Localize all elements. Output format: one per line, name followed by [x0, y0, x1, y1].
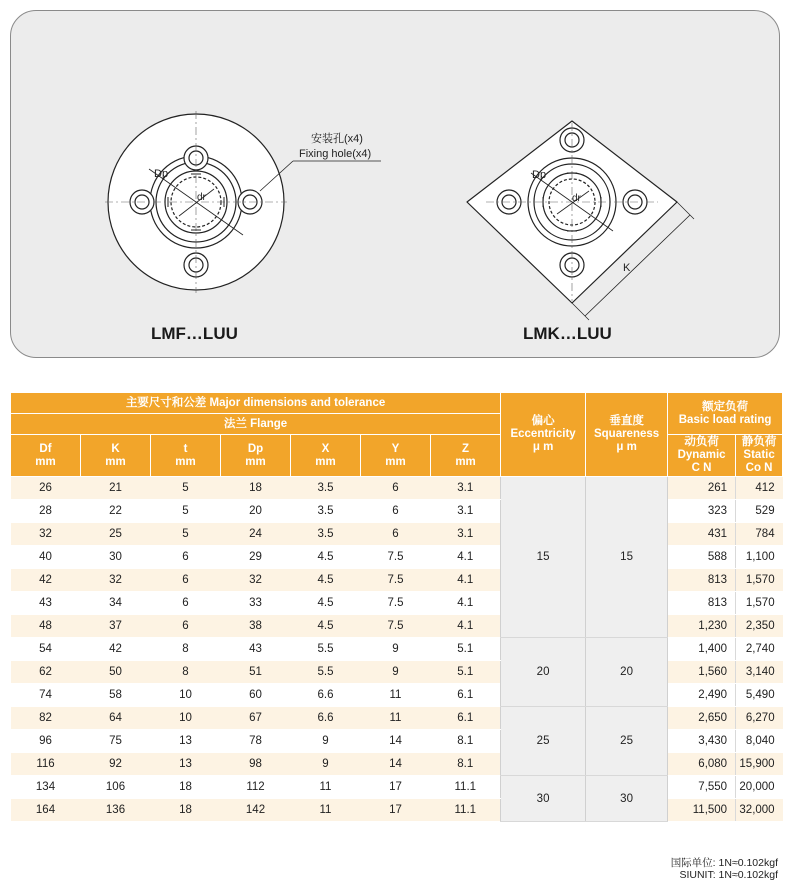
cell-dynamic: 1,230 — [668, 615, 736, 638]
cell-k: 34 — [81, 592, 151, 615]
cell-df: 62 — [11, 661, 81, 684]
cell-y: 14 — [361, 730, 431, 753]
cell-z: 5.1 — [431, 638, 501, 661]
col-k: K mm — [81, 435, 151, 477]
table-row — [11, 684, 783, 707]
cell-dynamic: 1,560 — [668, 661, 736, 684]
cell-df: 74 — [11, 684, 81, 707]
cell-dynamic: 813 — [668, 592, 736, 615]
right-model-label: LMK…LUU — [523, 324, 612, 343]
table-row — [11, 638, 783, 661]
cell-k: 106 — [81, 776, 151, 799]
cell-x: 4.5 — [291, 546, 361, 569]
cell-x: 3.5 — [291, 523, 361, 546]
cell-x: 5.5 — [291, 638, 361, 661]
technical-drawings — [11, 11, 781, 359]
cell-t: 8 — [151, 661, 221, 684]
dr-label-left: dr — [197, 192, 206, 203]
cell-dp: 98 — [221, 753, 291, 776]
table-row — [11, 753, 783, 776]
cell-x: 3.5 — [291, 477, 361, 500]
table-row — [11, 730, 783, 753]
cell-x: 9 — [291, 730, 361, 753]
dp-label-left: Dp — [154, 168, 169, 180]
cell-y: 7.5 — [361, 569, 431, 592]
cell-df: 82 — [11, 707, 81, 730]
cell-dp: 78 — [221, 730, 291, 753]
footer-unit-en: SIUNIT: 1N≈0.102kgf — [679, 869, 778, 881]
eccentricity-header: 偏心 Eccentricity μ m — [501, 393, 586, 477]
cell-df: 28 — [11, 500, 81, 523]
cell-static: 784 — [736, 523, 783, 546]
cell-x: 11 — [291, 799, 361, 822]
table-row — [11, 661, 783, 684]
cell-t: 18 — [151, 776, 221, 799]
cell-dynamic: 261 — [668, 477, 736, 500]
cell-dp: 43 — [221, 638, 291, 661]
cell-static: 412 — [736, 477, 783, 500]
cell-static: 1,570 — [736, 569, 783, 592]
cell-static: 5,490 — [736, 684, 783, 707]
cell-y: 11 — [361, 684, 431, 707]
col-x: X mm — [291, 435, 361, 477]
cell-t: 10 — [151, 684, 221, 707]
cell-t: 6 — [151, 569, 221, 592]
cell-y: 6 — [361, 477, 431, 500]
cell-static: 1,570 — [736, 592, 783, 615]
cell-z: 11.1 — [431, 776, 501, 799]
table-row — [11, 500, 783, 523]
cell-dp: 67 — [221, 707, 291, 730]
cell-static: 6,270 — [736, 707, 783, 730]
cell-squareness: 30 — [586, 776, 668, 822]
cell-x: 4.5 — [291, 615, 361, 638]
cell-z: 8.1 — [431, 753, 501, 776]
cell-k: 50 — [81, 661, 151, 684]
cell-y: 7.5 — [361, 615, 431, 638]
cell-z: 6.1 — [431, 707, 501, 730]
col-t: t mm — [151, 435, 221, 477]
cell-df: 54 — [11, 638, 81, 661]
left-model-label: LMF…LUU — [151, 324, 238, 343]
cell-eccentricity: 25 — [501, 707, 586, 776]
cell-x: 3.5 — [291, 500, 361, 523]
cell-eccentricity: 15 — [501, 477, 586, 638]
cell-t: 5 — [151, 500, 221, 523]
cell-t: 6 — [151, 546, 221, 569]
major-dimensions-header: 主要尺寸和公差 Major dimensions and tolerance — [11, 393, 501, 414]
cell-y: 11 — [361, 707, 431, 730]
cell-df: 134 — [11, 776, 81, 799]
drawing-panel — [10, 10, 780, 358]
table-row — [11, 477, 783, 500]
cell-x: 6.6 — [291, 707, 361, 730]
cell-z: 4.1 — [431, 569, 501, 592]
cell-z: 5.1 — [431, 661, 501, 684]
table-row — [11, 569, 783, 592]
cell-dp: 33 — [221, 592, 291, 615]
cell-t: 6 — [151, 592, 221, 615]
cell-y: 14 — [361, 753, 431, 776]
cell-dp: 51 — [221, 661, 291, 684]
cell-z: 3.1 — [431, 500, 501, 523]
cell-dp: 142 — [221, 799, 291, 822]
cell-dp: 29 — [221, 546, 291, 569]
cell-eccentricity: 20 — [501, 638, 586, 707]
cell-x: 5.5 — [291, 661, 361, 684]
cell-k: 64 — [81, 707, 151, 730]
table-row — [11, 592, 783, 615]
cell-k: 37 — [81, 615, 151, 638]
table-row — [11, 776, 783, 799]
cell-df: 26 — [11, 477, 81, 500]
fixing-hole-cn: 安装孔(x4) — [311, 133, 363, 145]
cell-k: 75 — [81, 730, 151, 753]
cell-x: 4.5 — [291, 592, 361, 615]
spec-table-body — [11, 477, 783, 822]
load-rating-header: 额定负荷 Basic load rating — [668, 393, 783, 435]
cell-df: 42 — [11, 569, 81, 592]
cell-x: 9 — [291, 753, 361, 776]
col-static: 静负荷 Static Co N — [736, 435, 783, 477]
table-row — [11, 615, 783, 638]
cell-k: 42 — [81, 638, 151, 661]
cell-t: 10 — [151, 707, 221, 730]
cell-dynamic: 11,500 — [668, 799, 736, 822]
cell-dp: 38 — [221, 615, 291, 638]
cell-df: 116 — [11, 753, 81, 776]
cell-k: 32 — [81, 569, 151, 592]
cell-dp: 24 — [221, 523, 291, 546]
cell-static: 20,000 — [736, 776, 783, 799]
cell-y: 17 — [361, 799, 431, 822]
cell-squareness: 25 — [586, 707, 668, 776]
cell-dynamic: 431 — [668, 523, 736, 546]
cell-z: 4.1 — [431, 592, 501, 615]
cell-dynamic: 1,400 — [668, 638, 736, 661]
cell-dp: 32 — [221, 569, 291, 592]
cell-static: 529 — [736, 500, 783, 523]
cell-t: 13 — [151, 730, 221, 753]
cell-dynamic: 2,490 — [668, 684, 736, 707]
cell-dynamic: 2,650 — [668, 707, 736, 730]
cell-k: 30 — [81, 546, 151, 569]
col-y: Y mm — [361, 435, 431, 477]
cell-k: 25 — [81, 523, 151, 546]
cell-z: 8.1 — [431, 730, 501, 753]
cell-dynamic: 6,080 — [668, 753, 736, 776]
cell-t: 6 — [151, 615, 221, 638]
cell-df: 164 — [11, 799, 81, 822]
cell-static: 1,100 — [736, 546, 783, 569]
cell-t: 5 — [151, 477, 221, 500]
cell-static: 32,000 — [736, 799, 783, 822]
cell-dynamic: 588 — [668, 546, 736, 569]
cell-k: 22 — [81, 500, 151, 523]
cell-dp: 18 — [221, 477, 291, 500]
cell-y: 6 — [361, 500, 431, 523]
cell-y: 17 — [361, 776, 431, 799]
table-row — [11, 799, 783, 822]
cell-z: 6.1 — [431, 684, 501, 707]
cell-z: 3.1 — [431, 523, 501, 546]
spec-table — [10, 392, 783, 822]
cell-squareness: 15 — [586, 477, 668, 638]
cell-k: 21 — [81, 477, 151, 500]
cell-k: 58 — [81, 684, 151, 707]
cell-z: 3.1 — [431, 477, 501, 500]
cell-z: 11.1 — [431, 799, 501, 822]
cell-static: 3,140 — [736, 661, 783, 684]
cell-dp: 20 — [221, 500, 291, 523]
cell-df: 32 — [11, 523, 81, 546]
footer-unit-cn: 国际单位: 1N≈0.102kgf — [670, 857, 778, 869]
cell-static: 2,740 — [736, 638, 783, 661]
table-row — [11, 707, 783, 730]
k-dimension-label: K — [623, 262, 631, 274]
cell-df: 40 — [11, 546, 81, 569]
cell-eccentricity: 30 — [501, 776, 586, 822]
squareness-header: 垂直度 Squareness μ m — [586, 393, 668, 477]
cell-x: 11 — [291, 776, 361, 799]
cell-df: 96 — [11, 730, 81, 753]
cell-k: 92 — [81, 753, 151, 776]
dp-label-right: Dp — [532, 169, 547, 181]
cell-t: 5 — [151, 523, 221, 546]
cell-x: 6.6 — [291, 684, 361, 707]
cell-x: 4.5 — [291, 569, 361, 592]
cell-dynamic: 3,430 — [668, 730, 736, 753]
table-row — [11, 546, 783, 569]
cell-dynamic: 813 — [668, 569, 736, 592]
cell-y: 7.5 — [361, 546, 431, 569]
cell-dynamic: 7,550 — [668, 776, 736, 799]
cell-y: 9 — [361, 661, 431, 684]
flange-header: 法兰 Flange — [11, 414, 501, 435]
col-df: Df mm — [11, 435, 81, 477]
cell-y: 6 — [361, 523, 431, 546]
cell-dp: 60 — [221, 684, 291, 707]
cell-k: 136 — [81, 799, 151, 822]
cell-t: 13 — [151, 753, 221, 776]
cell-static: 8,040 — [736, 730, 783, 753]
cell-z: 4.1 — [431, 546, 501, 569]
dr-label-right: dr — [572, 193, 581, 204]
cell-static: 2,350 — [736, 615, 783, 638]
cell-t: 18 — [151, 799, 221, 822]
cell-t: 8 — [151, 638, 221, 661]
cell-df: 43 — [11, 592, 81, 615]
cell-df: 48 — [11, 615, 81, 638]
cell-y: 7.5 — [361, 592, 431, 615]
cell-squareness: 20 — [586, 638, 668, 707]
col-z: Z mm — [431, 435, 501, 477]
col-dynamic: 动负荷 Dynamic C N — [668, 435, 736, 477]
square-flange-drawing — [467, 121, 694, 320]
cell-z: 4.1 — [431, 615, 501, 638]
col-dp: Dp mm — [221, 435, 291, 477]
cell-dp: 112 — [221, 776, 291, 799]
cell-dynamic: 323 — [668, 500, 736, 523]
cell-static: 15,900 — [736, 753, 783, 776]
table-row — [11, 523, 783, 546]
fixing-hole-en: Fixing hole(x4) — [299, 148, 372, 160]
cell-y: 9 — [361, 638, 431, 661]
